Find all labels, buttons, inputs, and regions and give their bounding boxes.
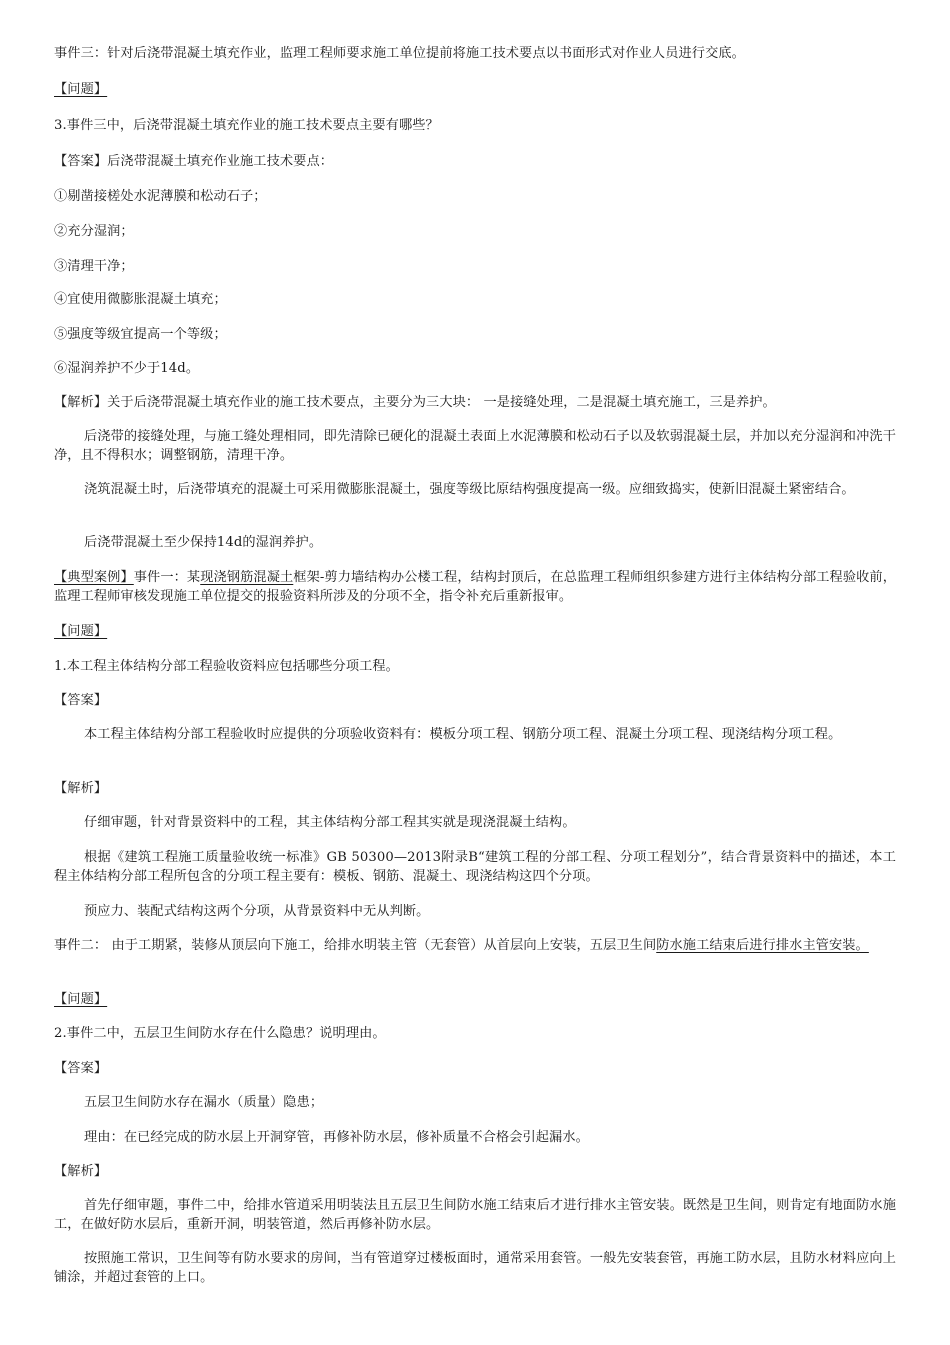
- event-two-underlined: 防水施工结束后进行排水主管安装。: [656, 938, 869, 953]
- analysis-1-paragraph-b: 根据《建筑工程施工质量验收统一标准》GB 50300—2013附录B“建筑工程的分部工程、分项工程划分”，结合背景资料中的描述，本工程主体结构分部工程所包含的分项工程主要有：模板、钢筋、混凝土、现浇结构这四个分项。: [54, 850, 896, 884]
- answer-2-line-a: 五层卫生间防水存在漏水（质量）隐患；: [84, 1095, 324, 1110]
- answer-item-3: ③清理干净；: [54, 259, 134, 274]
- question-heading-3: 【问题】: [54, 992, 108, 1007]
- analysis-2-paragraph-b: 按照施工常识，卫生间等有防水要求的房间，当有管道穿过楼板面时，通常采用套管。一般先安装套管，再施工防水层，且防水材料应向上铺涂，并超过套管的上口。: [54, 1251, 896, 1285]
- event-two-paragraph: [54, 936, 896, 955]
- analysis-2-paragraph-a: 首先仔细审题，事件二中，给排水管道采用明装法且五层卫生间防水施工结束后才进行排水主管安装。既然是卫生间，则肯定有地面防水施工，在做好防水层后，重新开洞，明装管道，然后再修补防水层。: [54, 1198, 896, 1232]
- answer-heading-2: 【答案】: [54, 693, 108, 708]
- event-two-text: 事件二： 由于工期紧，装修从顶层向下施工，给排水明装主管（无套管）从首层向上安装，五层卫生间: [54, 938, 657, 953]
- answer-item-2: ②充分湿润；: [54, 224, 134, 239]
- analysis-heading-3: 【解析】: [54, 1164, 108, 1179]
- case-event-one-paragraph: [54, 568, 896, 606]
- question-heading-2: 【问题】: [54, 624, 108, 639]
- answer-item-1: ①剔凿接槎处水泥薄膜和松动石子；: [54, 189, 267, 204]
- analysis-paragraph-pouring: 浇筑混凝土时，后浇带填充的混凝土可采用微膨胀混凝土，强度等级比原结构强度提高一级。应细致捣实，使新旧混凝土紧密结合。: [84, 482, 855, 497]
- answer-2-line-b: 理由：在已经完成的防水层上开洞穿管，再修补防水层，修补质量不合格会引起漏水。: [84, 1130, 589, 1145]
- answer-heading-3: 【答案】: [54, 1061, 108, 1076]
- analysis-paragraph-curing: 后浇带混凝土至少保持14d的湿润养护。: [84, 535, 323, 550]
- analysis-heading-2: 【解析】: [54, 781, 108, 796]
- analysis-intro: 【解析】关于后浇带混凝土填充作业的施工技术要点，主要分为三大块： 一是接缝处理，二是混凝土填充施工，三是养护。: [54, 395, 776, 410]
- analysis-1-paragraph-c: 预应力、装配式结构这两个分项，从背景资料中无从判断。: [84, 904, 430, 919]
- case-text-b: 框架-剪力墙结构办公楼工程，结构封顶后，在总监理工程师组织参建方进行主体结构分部工程验收前，监理工程师审核发现施工单位提交的报验资料所涉及的分项不全，指令补充后重新报审。: [54, 570, 896, 604]
- answer-heading: 【答案】后浇带混凝土填充作业施工技术要点：: [54, 154, 334, 169]
- answer-item-6: ⑥湿润养护不少于14d。: [54, 361, 200, 376]
- typical-case-tag: 【典型案例】: [54, 570, 134, 585]
- answer-item-5: ⑤强度等级宜提高一个等级；: [54, 327, 227, 342]
- event-three-paragraph: 事件三：针对后浇带混凝土填充作业，监理工程师要求施工单位提前将施工技术要点以书面形式对作业人员进行交底。: [54, 46, 745, 61]
- question-2-text: 2.事件二中，五层卫生间防水存在什么隐患？说明理由。: [54, 1026, 386, 1041]
- question-1-text: 1.本工程主体结构分部工程验收资料应包括哪些分项工程。: [54, 659, 399, 674]
- question-3-text: 3.事件三中，后浇带混凝土填充作业的施工技术要点主要有哪些？: [54, 118, 439, 133]
- case-text-a: 事件一：某: [133, 570, 201, 585]
- answer-item-4: ④宜使用微膨胀混凝土填充；: [54, 292, 227, 307]
- analysis-1-paragraph-a: 仔细审题，针对背景资料中的工程，其主体结构分部工程其实就是现浇混凝土结构。: [84, 815, 576, 830]
- case-text-underlined: 现浇钢筋混凝土: [200, 570, 294, 585]
- question-heading: 【问题】: [54, 82, 108, 97]
- analysis-paragraph-joint: 后浇带的接缝处理，与施工缝处理相同，即先清除已硬化的混凝土表面上水泥薄膜和松动石子以及软弱混凝土层，并加以充分湿润和冲洗干净，且不得积水；调整钢筋，清理干净。: [54, 429, 896, 463]
- answer-1-paragraph: 本工程主体结构分部工程验收时应提供的分项验收资料有：模板分项工程、钢筋分项工程、混凝土分项工程、现浇结构分项工程。: [84, 727, 842, 742]
